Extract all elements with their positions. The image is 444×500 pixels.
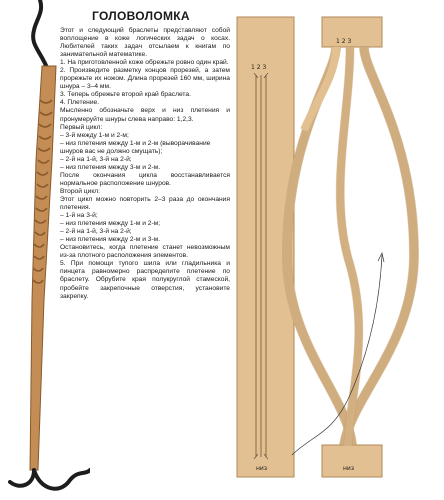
paragraph: – 1-й на 3-й; – низ плетения между 1-м и 2-м; – 2-й на 1-й, 3-й на 2-й; – низ плетения между 2-м и 3-м. bbox=[60, 212, 161, 244]
strip-right-bottom-label: низ bbox=[343, 465, 355, 472]
paragraph: 2. Произведите разметку концов прорезей, а затем прорежьте их ножом. Длина прорезей 160 мм, ширина шнура – 3–4 мм. bbox=[60, 67, 230, 91]
paragraph: 4. Плетение. bbox=[60, 99, 100, 107]
strip-left-bottom-label: низ bbox=[256, 465, 268, 472]
article-title: ГОЛОВОЛОМКА bbox=[92, 9, 190, 23]
paragraph: Остановитесь, когда плетение станет невозможным из-за плотного расположения элементов. bbox=[60, 244, 230, 260]
paragraph: 5. При помощи тупого шила или гладильника и пинцета равномерно распределите плетение по браслету. Обрубите края полукруглой стамеской, пробейте закрепочные отверстия, установите закрепку. bbox=[60, 260, 230, 300]
paragraph: После окончания цикла восстанавливается нормальное расположение шнуров. bbox=[60, 171, 230, 187]
paragraph: Второй цикл: bbox=[60, 187, 101, 195]
paragraph: 3. Теперь обрежьте второй край браслета. bbox=[60, 91, 191, 99]
braiding-diagram bbox=[232, 15, 442, 500]
strip-right bbox=[287, 17, 414, 477]
paragraph: Этот и следующий браслеты представляют собой воплощение в коже логических задач о косах. Любителей таких задач отсылаем к книгам по занимательной математике. bbox=[60, 27, 230, 59]
strip-right-numbers: 1 2 3 bbox=[336, 38, 352, 45]
paragraph: Мысленно обозначьте верх и низ плетения и пронумеруйте шнуры слева направо: 1,2,3. bbox=[60, 107, 230, 123]
paragraph: Этот цикл можно повторить 2–3 раза до окончания плетения. bbox=[60, 195, 230, 212]
article-body bbox=[60, 27, 230, 301]
paragraph: 1. На приготовленной коже обрежьте ровно один край. bbox=[60, 59, 229, 67]
strip-left-numbers: 1 2 3 bbox=[251, 64, 267, 71]
paragraph: Первый цикл: – 3-й между 1-м и 2-м; – низ плетения между 1-м и 2-м (выворачивание шнуров вас не должно смущать); – 2-й на 1-й, 3-й на 2-й; – низ плетения между 3-м и 2-м. bbox=[60, 123, 211, 171]
